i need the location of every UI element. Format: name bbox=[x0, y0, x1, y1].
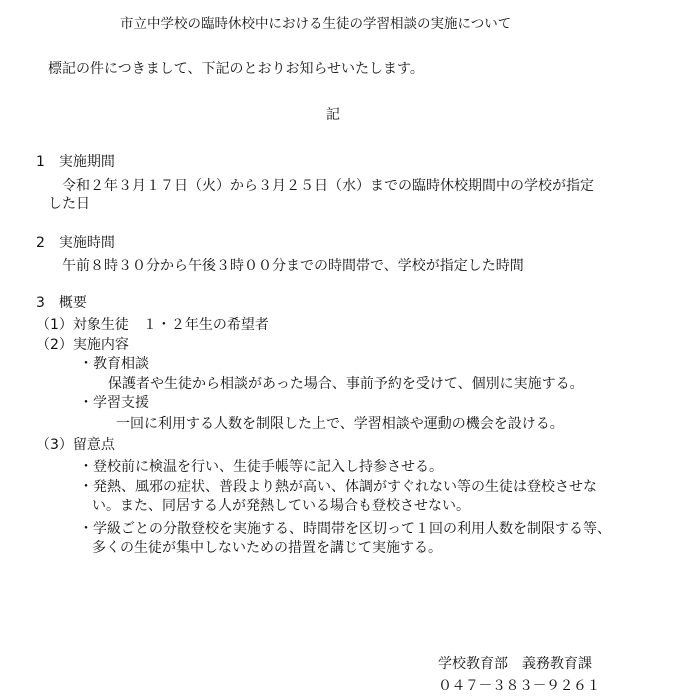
overview-counseling-text: 保護者や生徒から相談があった場合、事前予約を受けて、個別に実施する。 bbox=[108, 376, 584, 392]
section-time-line1: 午前８時３０分から午後３時００分までの時間帯で、学校が指定した時間 bbox=[62, 258, 524, 274]
overview-support-title: ・学習支援 bbox=[79, 395, 149, 411]
section-period-line1: 令和２年３月１７日（火）から３月２５日（水）までの臨時休校期間中の学校が指定 bbox=[62, 178, 594, 194]
ki-heading: 記 bbox=[326, 107, 340, 123]
overview-target: （1）対象生徒 １・２年生の希望者 bbox=[36, 317, 269, 333]
overview-note2-line2: い。また、同居する人が発熱している場合も登校させない。 bbox=[92, 498, 470, 514]
document-title: 市立中学校の臨時休校中における生徒の学習相談の実施について bbox=[120, 16, 512, 32]
overview-counseling-title: ・教育相談 bbox=[79, 356, 149, 372]
overview-support-text: 一回に利用する人数を制限した上で、学習相談や運動の機会を設ける。 bbox=[116, 416, 564, 432]
section-period-line2: した日 bbox=[48, 196, 90, 212]
overview-note3-line1: ・学級ごとの分散登校を実施する、時間帯を区切って１回の利用人数を制限する等、 bbox=[79, 521, 611, 537]
overview-note1: ・登校前に検温を行い、生徒手帳等に記入し持参させる。 bbox=[79, 459, 443, 475]
overview-notes-heading: （3）留意点 bbox=[36, 437, 115, 453]
footer-phone: ０４７－３８３－９２６１ bbox=[438, 678, 600, 694]
footer-department: 学校教育部 義務教育課 bbox=[438, 656, 592, 672]
section-time-heading: 2 実施時間 bbox=[36, 235, 115, 251]
overview-content-heading: （2）実施内容 bbox=[36, 337, 129, 353]
section-overview-heading: 3 概要 bbox=[36, 295, 87, 311]
overview-note2-line1: ・発熱、風邪の症状、普段より熱が高い、体調がすぐれない等の生徒は登校させな bbox=[79, 479, 597, 495]
section-period-heading: 1 実施期間 bbox=[36, 154, 115, 170]
overview-note3-line2: 多くの生徒が集中しないための措置を講じて実施する。 bbox=[92, 540, 442, 556]
intro-text: 標記の件につきまして、下記のとおりお知らせいたします。 bbox=[48, 61, 424, 77]
